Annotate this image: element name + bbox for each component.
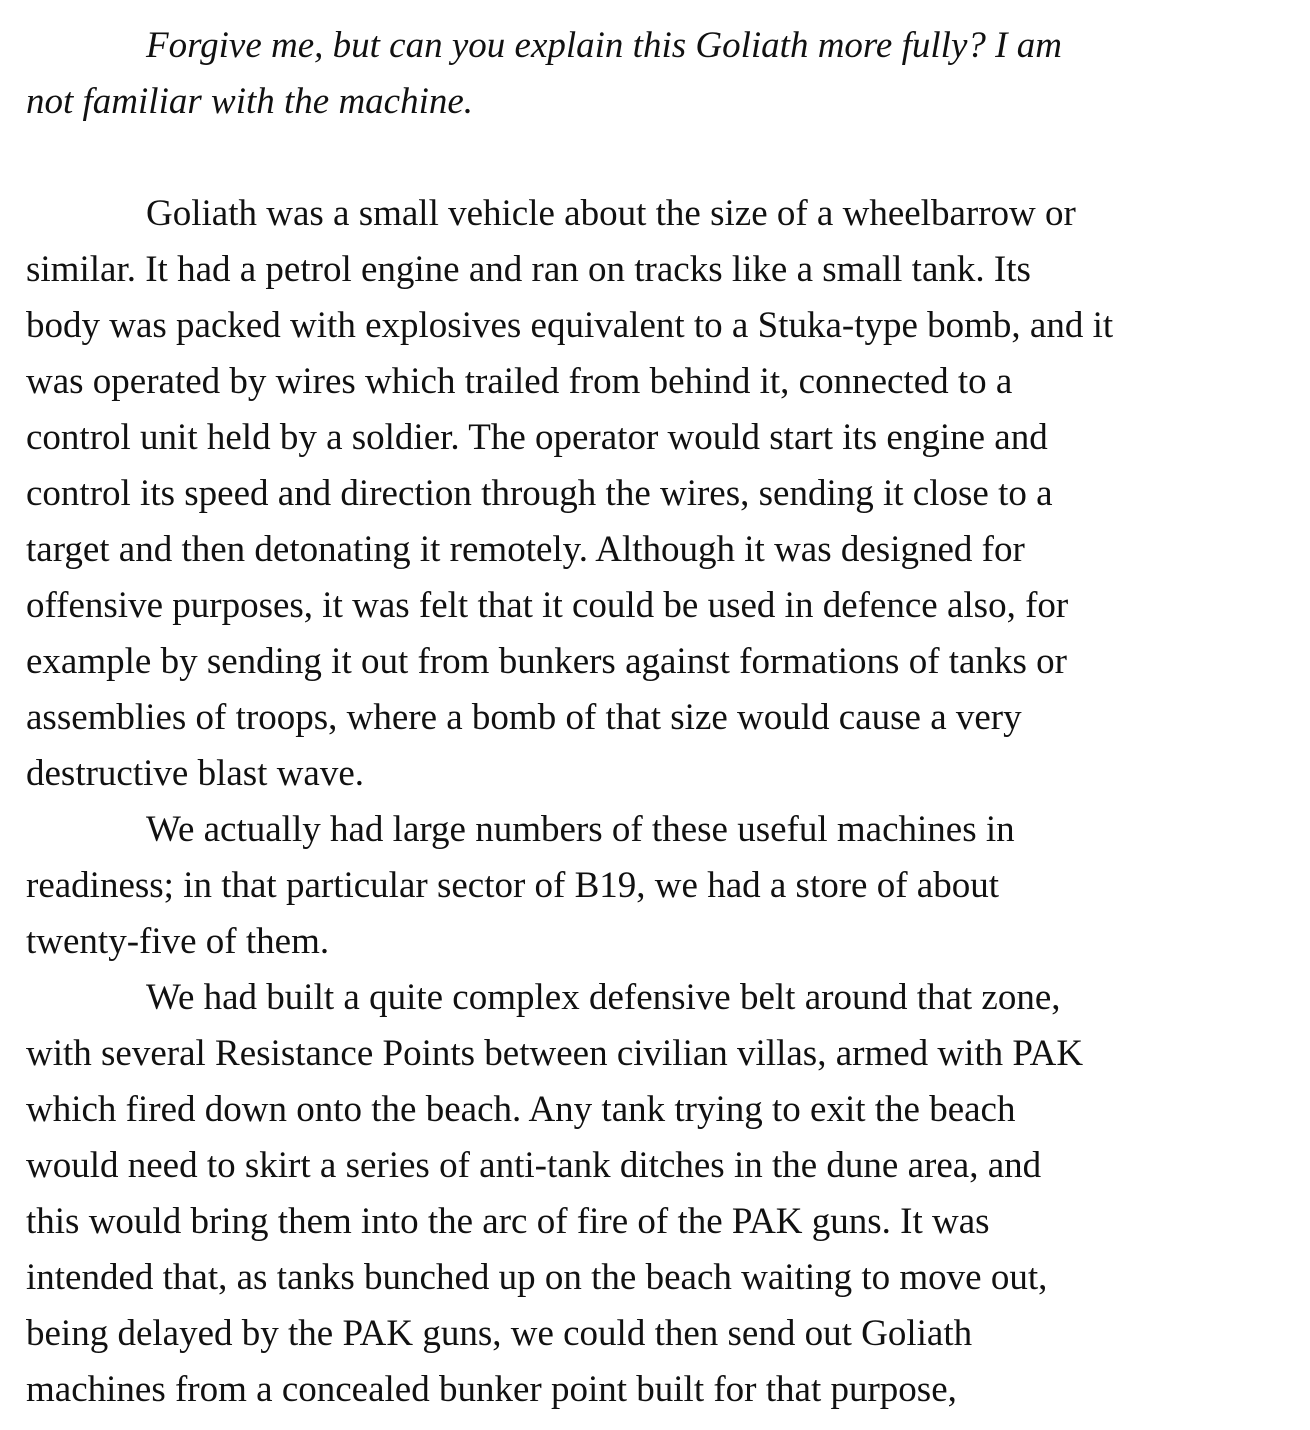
body-line: control its speed and direction through the wires, sending it close to a: [26, 473, 1053, 514]
body-line: with several Resistance Points between civilian villas, armed with PAK: [26, 1033, 1084, 1074]
body-line: which fired down onto the beach. Any tank trying to exit the beach: [26, 1089, 1016, 1130]
body-line: readiness; in that particular sector of B19, we had a store of about: [26, 865, 999, 906]
body-line: offensive purposes, it was felt that it could be used in defence also, for: [26, 585, 1069, 626]
question-line: Forgive me, but can you explain this Goliath more fully? I am: [146, 25, 1062, 66]
body-line: twenty-five of them.: [26, 921, 330, 962]
question-paragraph: [26, 18, 1310, 130]
body-line: assemblies of troops, where a bomb of that size would cause a very: [26, 697, 1022, 738]
question-line: not familiar with the machine.: [26, 81, 474, 122]
body-line: control unit held by a soldier. The operator would start its engine and: [26, 417, 1048, 458]
body-line: machines from a concealed bunker point built for that purpose,: [26, 1369, 957, 1410]
document-page: [26, 18, 1310, 1418]
answer-paragraph-defensive-belt: [26, 970, 1310, 1418]
answer-paragraph-goliath-description: [26, 186, 1310, 802]
body-line: this would bring them into the arc of fire of the PAK guns. It was: [26, 1201, 990, 1242]
paragraph-gap: [26, 130, 1310, 186]
body-line: We had built a quite complex defensive belt around that zone,: [146, 977, 1061, 1018]
body-line: was operated by wires which trailed from behind it, connected to a: [26, 361, 1013, 402]
body-line: intended that, as tanks bunched up on the beach waiting to move out,: [26, 1257, 1048, 1298]
body-line: destructive blast wave.: [26, 753, 365, 794]
body-line: being delayed by the PAK guns, we could then send out Goliath: [26, 1313, 973, 1354]
body-line: We actually had large numbers of these useful machines in: [146, 809, 1015, 850]
body-line: body was packed with explosives equivalent to a Stuka-type bomb, and it: [26, 305, 1114, 346]
body-line: would need to skirt a series of anti-tank ditches in the dune area, and: [26, 1145, 1042, 1186]
body-line: example by sending it out from bunkers against formations of tanks or: [26, 641, 1067, 682]
answer-paragraph-store: [26, 802, 1310, 970]
body-line: target and then detonating it remotely. Although it was designed for: [26, 529, 1025, 570]
body-line: Goliath was a small vehicle about the size of a wheelbarrow or: [146, 193, 1076, 234]
body-line: similar. It had a petrol engine and ran on tracks like a small tank. Its: [26, 249, 1031, 290]
